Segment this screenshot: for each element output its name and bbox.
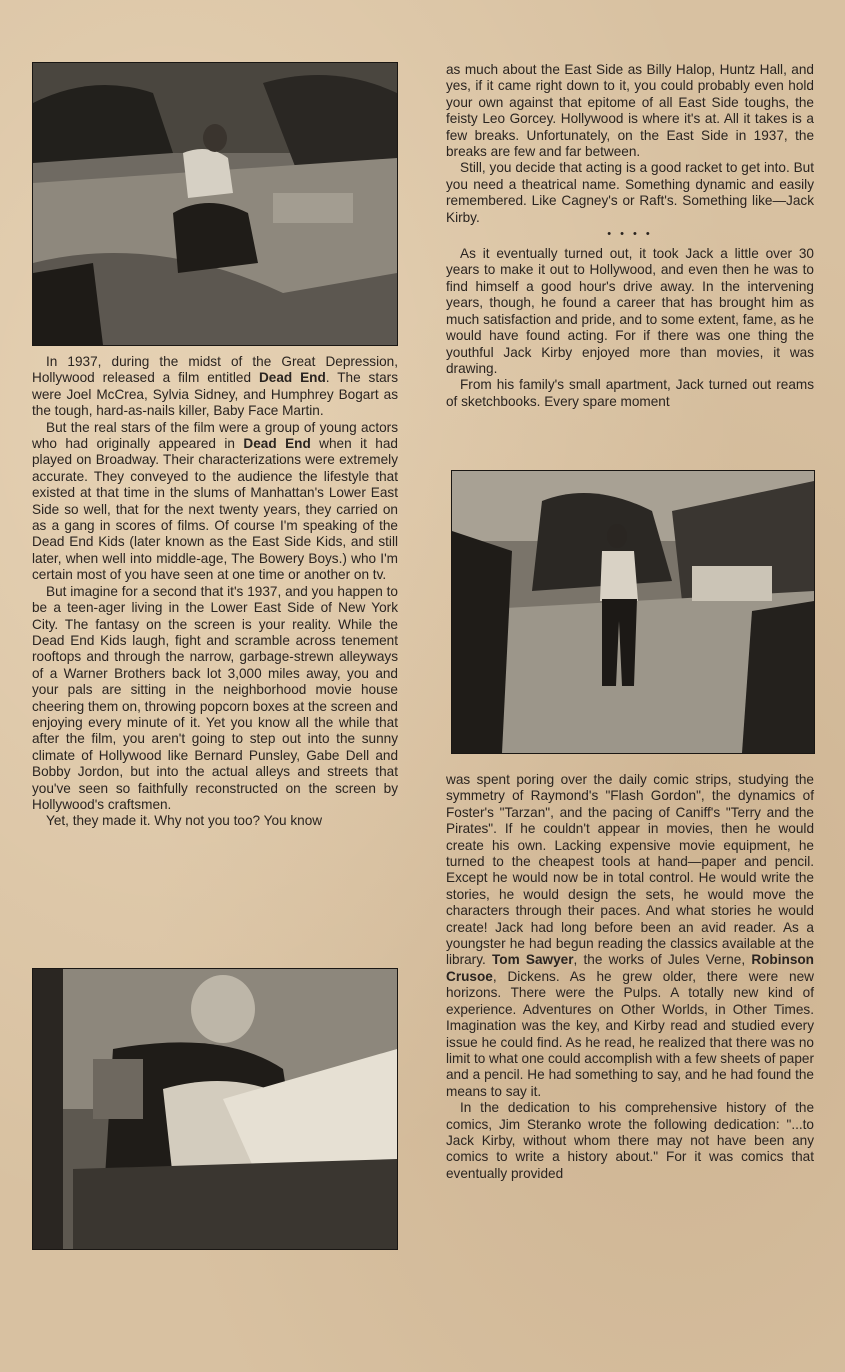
- text-span: But the real stars of the film were a group of young actors who had originally appeared in: [32, 419, 398, 452]
- text-span: , Dickens. As he grew older, there were new horizons. There were the Pulps. A totally new kind of experience. Adventures on Other Worlds, in Other Times. Imagination was the key, and Kirby read and studied every issue he could find. As he read, he realized that there was no limit to what one could accomplish with a few sheets of paper and a pencil. He had something to say, and he had found the means to say it.: [446, 968, 814, 1099]
- right-column-lower-text: [446, 772, 814, 1182]
- book-title: Robinson Crusoe: [446, 952, 814, 984]
- paragraph-imagine-1937: But imagine for a second that it's 1937, and you happen to be a teen-ager living in the Lower East Side of New York City. The fantasy on the screen is your reality. While the Dead End Kids laugh, fight and scramble across tenement rooftops and through the narrow, garbage-strewn alleyways of a Warner Brothers back lot 3,000 miles away, you and your pals are sitting in the neighborhood movie house cheering them on, throwing popcorn boxes at the screen and enjoying every minute of it. Yet you know all the while that after the film, you aren't going to step out into the sunny climate of Hollywood like Bernard Punsley, Gabe Dell and Bobby Jordon, but into the actual alleys and streets that you've seen so faithfully reconstructed on the screen by Hollywood's craftsmen.: [32, 583, 398, 812]
- left-column-text: [32, 354, 398, 830]
- text-span: when it had played on Broadway. Their characterizations were extremely accurate. They conveyed to the audience the lifestyle that existed at that time in the slums of Manhattan's Lower East Side so well, that for the next twenty years, they carried on as a gang in scores of films. Of course I'm speaking of the Dead End Kids (later known as the East Side Kids, and still later, when well into middle-age, The Bowery Boys.) who I'm certain most of you have seen at one time or another on tv.: [32, 436, 398, 583]
- photo2-image: [452, 471, 814, 753]
- paragraph-career-drawing: As it eventually turned out, it took Jack a little over 30 years to make it out to Hollywood, and even then he was to find himself a good hour's drive away. In the intervening years, though, he found a career that has brought him as much satisfaction and pride, and to some extent, fame, as he would have found acting. For if there was one thing the youthful Jack Kirby enjoyed more than movies, it was drawing.: [446, 246, 814, 376]
- paragraph-sketchbooks: From his family's small apartment, Jack turned out reams of sketchbooks. Every spare moment: [446, 377, 814, 409]
- paragraph-dead-end-intro: [32, 354, 398, 420]
- paragraph-why-not-you: Yet, they made it. Why not you too? You know: [46, 813, 323, 829]
- film-title: Dead End: [258, 370, 326, 386]
- film-title: Dead End: [243, 436, 311, 452]
- photo3-image: [33, 969, 397, 1249]
- paragraph-comic-strips: [446, 772, 814, 1100]
- section-separator: • • • •: [607, 228, 653, 241]
- photo-boy-outdoors: [32, 62, 398, 346]
- text-span: In 1937, during the midst of the Great Depression, Hollywood released a film entitled: [32, 354, 398, 386]
- photo-man-standing-in-yard: [451, 470, 815, 754]
- text-span: was spent poring over the daily comic strips, studying the symmetry of Raymond's "Flash Gordon", the dynamics of Foster's "Tarzan", and the pacing of Caniff's "Terry and the Pirates". If he couldn't appear in movies, then he would create his own. Lacking expensive movie equipment, he turned to the cheapest tools at hand—paper and pencil. Except he would now be in total control. He would write the stories, he would design the sets, he would move the characters through their paces. And what stories he would create! Jack had long before been an avid reader. As a youngster he had begun reading the classics available at the library.: [446, 772, 814, 968]
- paragraph-dead-end-kids: [32, 420, 398, 584]
- paragraph-east-side-breaks: as much about the East Side as Billy Halop, Huntz Hall, and yes, if it came right down to it, you could probably even hold your own against that epitome of all East Side toughs, the feisty Leo Gorcey. Hollywood is where it's at. All it takes is a few breaks. Unfortunately, on the East Side in 1937, the breaks are few and far between.: [446, 62, 814, 160]
- paragraph-theatrical-name: Still, you decide that acting is a good racket to get into. But you need a theatrical name. Something dynamic and easily remembered. Like Cagney's or Raft's. Something like—Jack Kirby.: [446, 160, 814, 225]
- paragraph-steranko-dedication: In the dedication to his comprehensive history of the comics, Jim Steranko wrote the following dedication: "...to Jack Kirby, without whom there may not have been any comics to write a history about." For it was comics that eventually provided: [446, 1100, 814, 1181]
- photo1-image: [33, 63, 397, 345]
- book-title: Tom Sawyer: [492, 952, 574, 968]
- right-column-upper-text: [446, 62, 814, 410]
- photo-man-at-drawing-table: [32, 968, 398, 1250]
- text-span: , the works of Jules Verne,: [573, 952, 752, 968]
- text-span: . The stars were Joel McCrea, Sylvia Sidney, and Humphrey Bogart as the tough, hard-as-nails killer, Baby Face Martin.: [32, 370, 398, 419]
